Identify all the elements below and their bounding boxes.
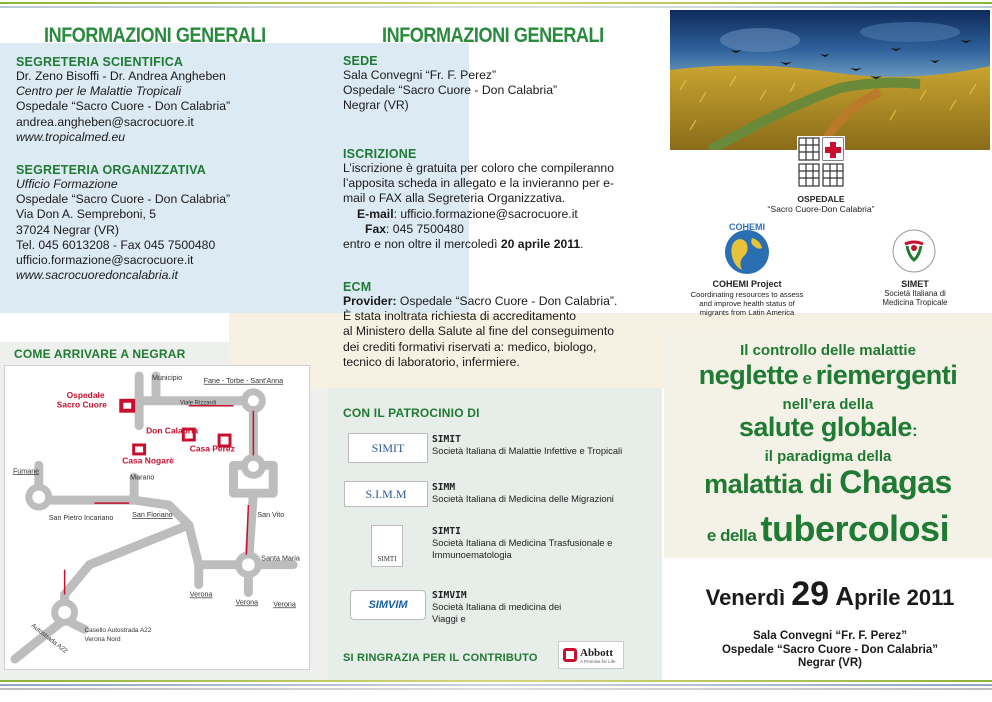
title-line-6 [664,464,992,501]
simm-logo [344,481,428,507]
title-tubercolosi: tubercolosi [760,508,950,549]
abbott-name: Abbott [580,646,614,659]
sede-section [343,54,557,114]
title-chagas: Chagas [839,464,952,500]
ecm-line-2: al Ministero della Salute al fine del conseguimento [343,324,614,339]
date-day-name: Venerdì [705,585,792,610]
simti-logo [371,525,403,567]
cohemi-desc-2: and improve health status of [699,299,795,308]
map-label-sacro-cuore: Sacro Cuore [56,399,107,410]
iscrizione-heading: ISCRIZIONE [343,147,417,161]
iscrizione-section [343,147,614,252]
iscrizione-line-3: mail o FAX alla Segreteria Organizzativa. [343,191,566,206]
simti-desc-1: Società Italiana di Medicina Trasfusionale e [432,537,613,548]
so-website-link[interactable]: www.sacrocuoredoncalabria.it [16,268,178,283]
iscrizione-email [343,207,614,222]
directions-map [4,365,310,670]
title-line-4 [664,412,992,443]
simti-logo-text: SIMTI [377,555,397,563]
iscrizione-fax [343,222,614,237]
bottom-stripes [0,680,992,696]
map-label-verona-nord: Verona Nord [84,636,121,644]
event-date [672,575,988,614]
simti-desc-2: Immunoematologia [432,548,512,560]
venue-line-3: Negrar (VR) [798,657,862,669]
abbott-tagline: A Promise for Life [580,658,616,664]
cohemi-title: COHEMI Project [712,279,782,289]
segreteria-organizzativa-heading: SEGRETERIA ORGANIZZATIVA [16,163,206,177]
event-venue [672,630,988,671]
so-email-link[interactable]: ufficio.formazione@sacrocuore.it [16,253,194,268]
simit-entry [432,434,622,457]
simet-logo-icon [891,228,937,274]
cohemi-globe-text: COHEMI [729,222,765,232]
email-value[interactable]: : ufficio.formazione@sacrocuore.it [393,206,578,221]
map-label-santa-maria: Santa Maria [261,554,300,563]
simet-desc [870,289,960,307]
title-line-1: Il controllo delle malattie [740,342,916,359]
ospedale-logo-label: OSPEDALE [797,194,845,204]
date-day-number: 29 [791,575,830,613]
map-label-verona-3: Verona [273,600,296,609]
simti-entry [432,526,612,560]
so-line-3: Via Don A. Sempreboni, 5 [16,207,157,222]
ecm-line-4: tecnico di laboratorio, infermiere. [343,354,520,369]
so-line-4: 37024 Negrar (VR) [16,222,119,237]
map-label-don-calabria: Don Calabria [146,425,199,436]
simvim-name: SIMVIM [432,590,467,601]
simit-name: SIMIT [432,434,461,445]
simvim-desc-1: Società Italiana di medicina dei [432,601,562,612]
simti-name: SIMTI [432,526,461,537]
patrocinio-heading: CON IL PATROCINIO DI [343,406,480,420]
left-title: INFORMAZIONI GENERALI [44,24,266,47]
cohemi-desc [662,290,832,317]
come-arrivare-heading: COME ARRIVARE A NEGRAR [14,347,186,361]
date-month-initial: A [829,581,855,611]
conference-title-box [664,330,992,558]
ss-email-link[interactable]: andrea.angheben@sacrocuore.it [16,114,194,129]
sede-line-2: Ospedale “Sacro Cuore - Don Calabria” [343,83,558,98]
simvim-desc-2: Viaggi e [432,612,466,624]
middle-title: INFORMAZIONI GENERALI [382,24,604,47]
deadline-suffix: . [580,237,584,252]
ss-website-link[interactable]: www.tropicalmed.eu [16,129,126,144]
so-line-2: Ospedale “Sacro Cuore - Don Calabria” [16,192,231,207]
map-label-fane: Fane - Torbe - Sant'Anna [203,376,284,385]
cohemi-globe-icon [714,220,780,280]
iscrizione-line-2: l’apposita scheda in allegato e la invieranno per e- [343,176,615,191]
segreteria-organizzativa [16,163,230,283]
fax-value: : 045 7500480 [386,221,464,236]
ecm-heading: ECM [343,280,372,294]
map-label-fumane: Fumane [12,467,40,476]
wheatfield-painting [670,10,990,150]
sede-heading: SEDE [343,54,378,68]
ospedale-logo-icon [797,136,845,190]
map-label-casa-nograre: Casa Nogarè [122,455,174,466]
simm-entry [432,482,614,505]
venue-line-1: Sala Convegni “Fr. F. Perez” [752,630,908,642]
abbott-logo [558,641,624,669]
map-label-autostrada: Autostrada A22 [29,622,69,655]
simvim-entry [432,590,561,624]
ss-line-1: Dr. Zeno Bisoffi - Dr. Andrea Angheben [16,69,226,83]
provider-label: Provider: [343,294,397,308]
iscrizione-deadline [343,237,614,252]
so-line-5: Tel. 045 6013208 - Fax 045 7500480 [16,237,216,252]
simit-logo-text: SIMIT [371,440,405,455]
ecm-line-1: È stata inoltrata richiesta di accreditamento [343,309,577,324]
ecm-provider [343,294,617,309]
ss-line-2: Centro per le Malattie Tropicali [16,84,182,99]
simm-name: SIMM [432,482,456,493]
cohemi-desc-3: migrants from Latin America [699,308,795,317]
title-salute: salute globale [738,412,912,442]
ecm-line-3: dei crediti formativi riservati a: medico, biologo, [343,339,597,354]
title-line-3: nell’era della [782,396,874,413]
map-label-verona-1: Verona [189,590,213,599]
deadline-date: 20 aprile 2011 [500,237,581,252]
ss-line-3: Ospedale “Sacro Cuore - Don Calabria” [16,99,231,114]
simvim-logo-text: SIMVIM [368,599,408,611]
ecm-section [343,280,617,370]
so-line-1: Ufficio Formazione [16,177,118,191]
title-e-della: e della [706,526,761,545]
title-e: e [798,369,816,388]
deadline-prefix: entro e non oltre il mercoledì [343,237,501,252]
simvim-logo [350,590,426,620]
title-line-7 [664,508,992,550]
ospedale-logo-sub: “Sacro Cuore-Don Calabria” [767,204,875,214]
segreteria-scientifica-heading: SEGRETERIA SCIENTIFICA [16,55,184,69]
fax-label: Fax [365,221,387,236]
title-neglette: neglette [698,360,799,390]
date-month-rest: prile 2011 [854,585,955,610]
abbott-mark-icon [563,648,577,662]
simet-desc-1: Società Italiana di [884,289,946,298]
simit-desc: Società Italiana di Malattie Infettive e Tropicali [432,445,623,456]
map-label-ospedale: Ospedale [66,389,105,400]
simit-logo [348,433,428,463]
sede-line-3: Negrar (VR) [343,98,409,113]
ringrazia-heading: SI RINGRAZIA PER IL CONTRIBUTO [343,652,538,664]
map-label-viale: Viale Rizzardi [179,400,217,407]
map-label-marano: Marano [130,473,155,482]
title-malattia: malattia di [704,469,840,499]
map-label-san-vito: San Vito [257,511,285,520]
map-label-verona-2: Verona [235,598,259,607]
title-riemergenti: riemergenti [815,360,958,390]
segreteria-scientifica [16,55,230,145]
venue-line-2: Ospedale “Sacro Cuore - Don Calabria” [721,643,938,656]
map-label-san-pietro: San Pietro Incariano [48,513,114,522]
title-colon: : [911,421,918,440]
email-label: E-mail [357,206,394,221]
map-label-casa-perez: Casa Perez [189,443,235,454]
cohemi-desc-1: Coordinating resources to assess [690,290,804,299]
map-label-municipio: Municipio [152,373,183,382]
simet-title: SIMET [901,279,929,289]
title-line-2 [664,360,992,391]
map-label-san-floriano: San Floriano [132,511,173,520]
provider-value: Ospedale “Sacro Cuore - Don Calabria”. [396,294,618,308]
map-label-casello: Casello Autostrada A22 [84,627,152,635]
simet-desc-2: Medicina Tropicale [882,298,948,307]
sede-line-1: Sala Convegni “Fr. F. Perez” [343,68,497,82]
title-line-5: il paradigma della [764,448,892,465]
simm-desc: Società Italiana di Medicina delle Migrazioni [432,493,614,504]
iscrizione-line-1: L’iscrizione è gratuita per coloro che compileranno [343,161,614,175]
simm-logo-text: S.I.M.M [365,486,407,501]
